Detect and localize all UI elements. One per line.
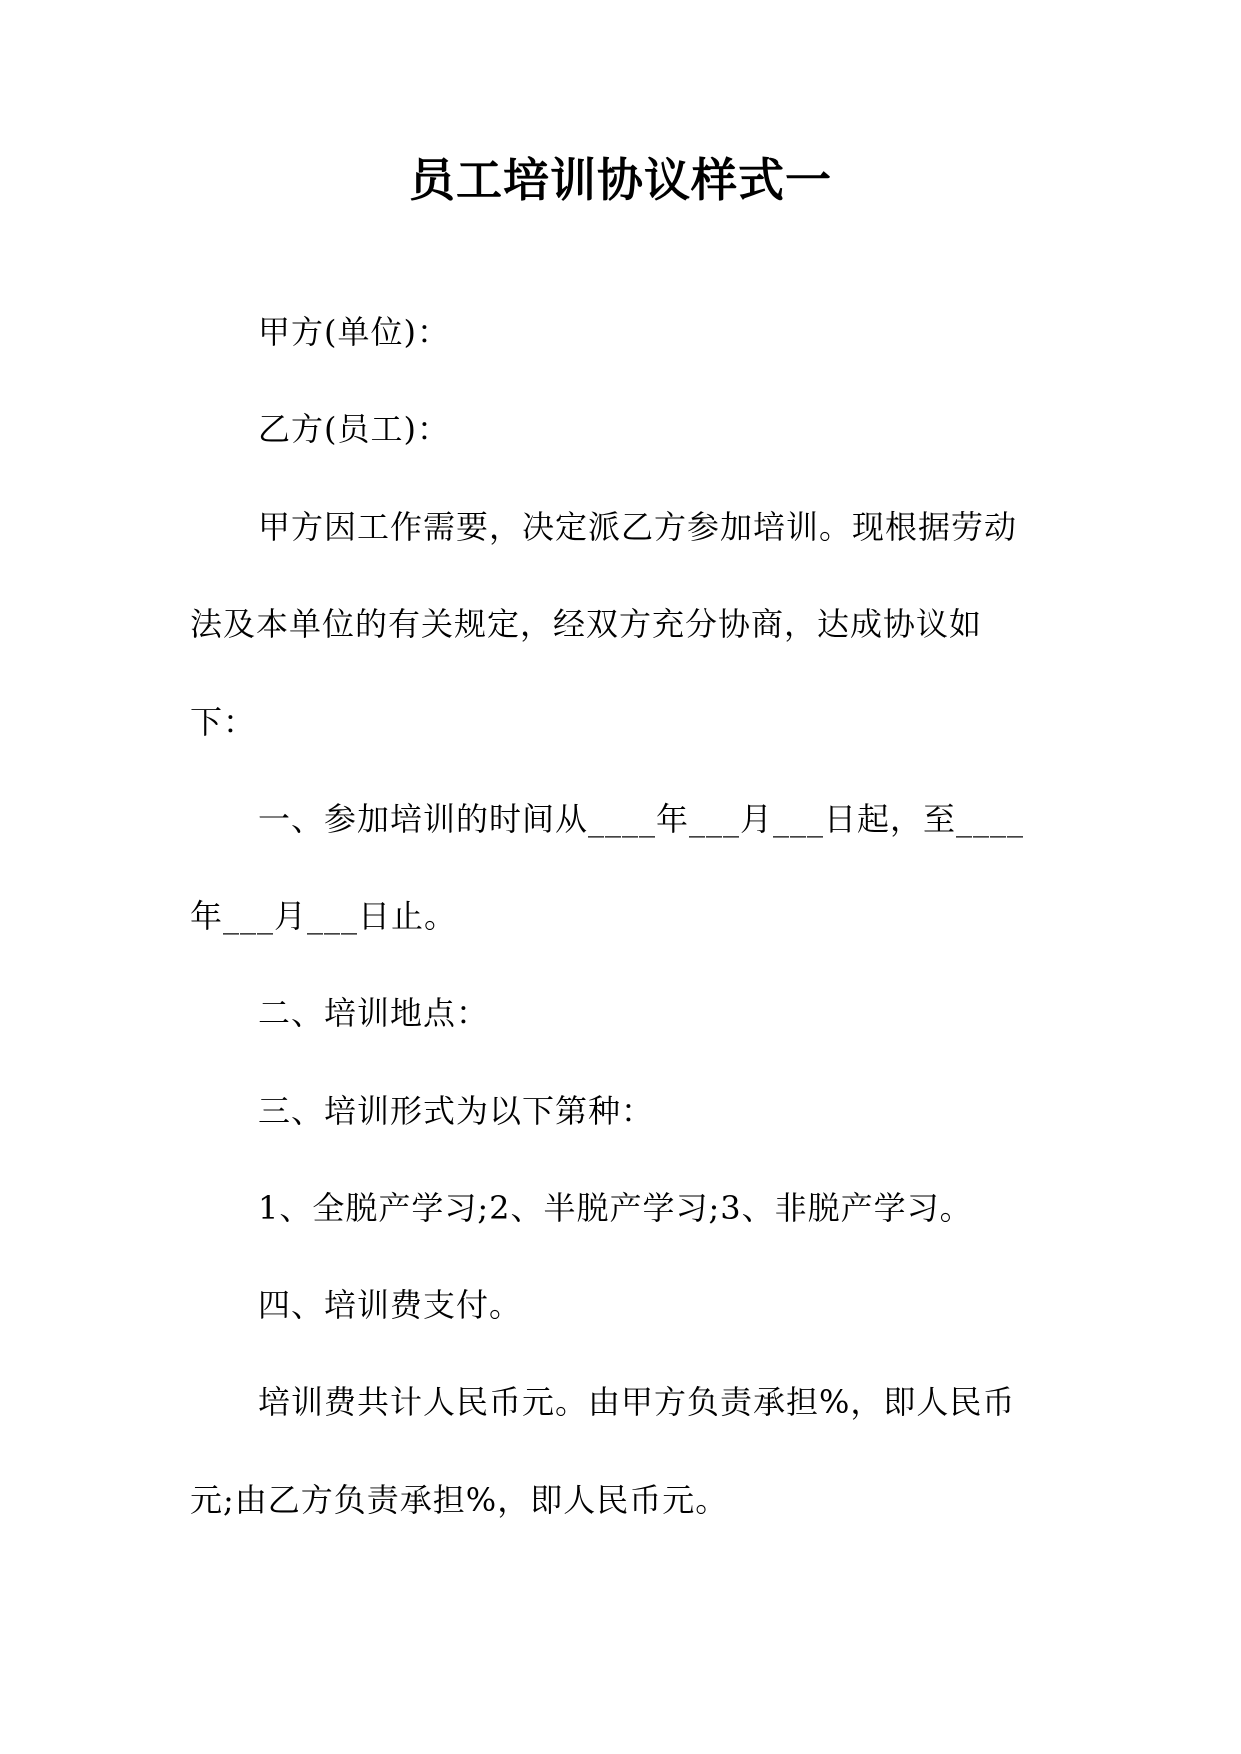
document-title: 员工培训协议样式一 bbox=[409, 153, 832, 207]
intro-line-3: 下： bbox=[190, 703, 257, 741]
clause-3-line: 三、培训形式为以下第种： bbox=[258, 1092, 655, 1130]
clause-1-line-1: 一、参加培训的时间从____年___月___日起，至____ bbox=[258, 800, 1025, 838]
party-a-line: 甲方(单位)： bbox=[258, 313, 450, 351]
fee-line-1: 培训费共计人民币元。由甲方负责承担%，即人民币 bbox=[258, 1383, 1016, 1421]
clause-4-line: 四、培训费支付。 bbox=[258, 1286, 523, 1324]
party-b-line: 乙方(员工)： bbox=[258, 410, 450, 448]
intro-line-1: 甲方因工作需要，决定派乙方参加培训。现根据劳动 bbox=[258, 508, 1018, 546]
fee-line-2: 元;由乙方负责承担%，即人民币元。 bbox=[190, 1481, 729, 1519]
training-forms-line: 1、全脱产学习;2、半脱产学习;3、非脱产学习。 bbox=[258, 1189, 973, 1227]
intro-line-2: 法及本单位的有关规定，经双方充分协商，达成协议如 bbox=[190, 605, 983, 643]
clause-2-line: 二、培训地点： bbox=[258, 994, 490, 1032]
clause-1-line-2: 年___月___日止。 bbox=[190, 897, 458, 935]
